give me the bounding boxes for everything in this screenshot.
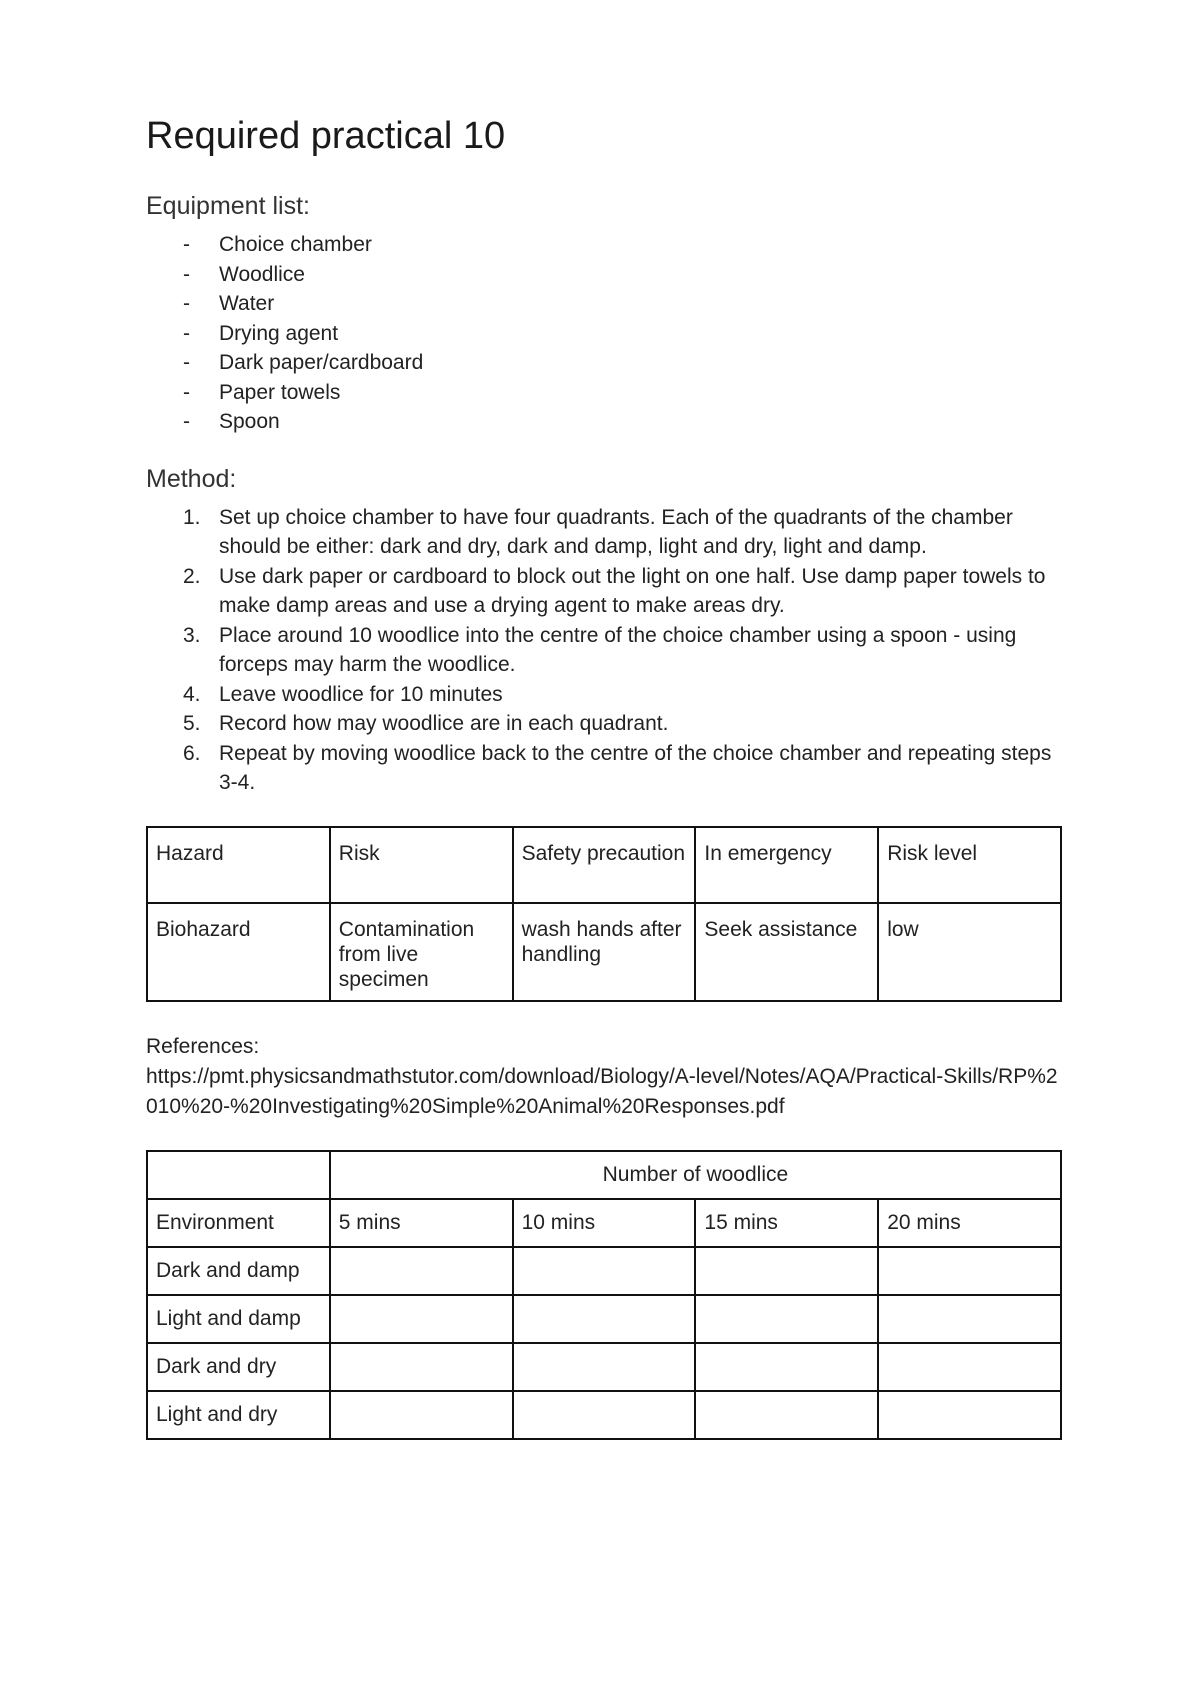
table-row (147, 1295, 1061, 1343)
table-cell-empty[interactable] (513, 1391, 696, 1439)
equipment-heading: Equipment list: (146, 192, 310, 220)
results-table (146, 1150, 1062, 1440)
table-cell-empty[interactable] (330, 1247, 513, 1295)
table-cell-empty[interactable] (695, 1391, 878, 1439)
table-row (147, 1391, 1061, 1439)
row-label-cell: Light and damp (147, 1295, 330, 1343)
table-header-row (147, 1199, 1061, 1247)
table-cell-empty[interactable] (330, 1295, 513, 1343)
references-link[interactable]: https://pmt.physicsandmathstutor.com/download/Biology/A-level/Notes/AQA/Practical-Skills/RP%2010%20-%20Investigating%20Simple%20Animal%20Responses.pdf (146, 1064, 1058, 1118)
table-header-cell: 15 mins (695, 1199, 878, 1247)
list-item: - Drying agent (183, 321, 339, 345)
method-heading: Method: (146, 464, 237, 493)
equipment-list (146, 230, 1062, 437)
table-cell-empty[interactable] (695, 1295, 878, 1343)
table-row (147, 903, 1061, 1001)
table-header-cell: 20 mins (878, 1199, 1061, 1247)
list-item: - Choice chamber (183, 233, 372, 256)
list-item: - Paper towels (183, 380, 341, 404)
table-cell-empty[interactable] (513, 1343, 696, 1391)
document-page (146, 112, 1062, 1440)
risk-assessment-table (146, 826, 1062, 1002)
table-header-cell: 5 mins (330, 1199, 513, 1247)
table-header-cell: In emergency (695, 827, 878, 903)
table-header-row (147, 827, 1061, 903)
table-cell-empty[interactable] (878, 1247, 1061, 1295)
method-step: 4. Leave woodlice for 10 minutes (183, 682, 503, 706)
references-label: References: (146, 1034, 260, 1058)
table-cell-empty[interactable] (330, 1343, 513, 1391)
method-step: 2. Use dark paper or cardboard to block out the light on one half. Use damp paper towels to make damp areas and use a drying agent to make areas dry. (183, 564, 1046, 617)
table-cell: wash hands after handling (513, 903, 696, 1001)
table-cell: low (878, 903, 1061, 1001)
row-label-cell: Dark and damp (147, 1247, 330, 1295)
group-header-cell: Number of woodlice (330, 1151, 1061, 1199)
table-cell-empty[interactable] (878, 1343, 1061, 1391)
method-list (146, 503, 1062, 798)
references-section (146, 1032, 1062, 1122)
table-header-cell: Hazard (147, 827, 330, 903)
method-step: 3. Place around 10 woodlice into the centre of the choice chamber using a spoon - using forceps may harm the woodlice. (183, 623, 1017, 676)
table-cell: Biohazard (147, 903, 330, 1001)
table-cell-empty[interactable] (513, 1295, 696, 1343)
table-header-cell: 10 mins (513, 1199, 696, 1247)
table-header-cell: Safety precaution (513, 827, 696, 903)
table-row (147, 1343, 1061, 1391)
list-item: - Dark paper/cardboard (183, 351, 424, 374)
row-label-cell: Light and dry (147, 1391, 330, 1439)
table-cell-empty[interactable] (695, 1343, 878, 1391)
page-title: Required practical 10 (146, 115, 506, 157)
table-cell-empty[interactable] (695, 1247, 878, 1295)
table-cell-empty[interactable] (878, 1391, 1061, 1439)
table-cell-empty[interactable] (513, 1247, 696, 1295)
list-item: - Spoon (183, 410, 280, 433)
table-header-row (147, 1151, 1061, 1199)
table-cell-empty[interactable] (330, 1391, 513, 1439)
list-item: - Water (183, 292, 275, 315)
table-header-cell: Environment (147, 1199, 330, 1247)
table-row (147, 1247, 1061, 1295)
table-cell-empty (147, 1151, 330, 1199)
list-item: - Woodlice (183, 262, 305, 286)
table-cell: Seek assistance (695, 903, 878, 1001)
row-label-cell: Dark and dry (147, 1343, 330, 1391)
table-header-cell: Risk level (878, 827, 1061, 903)
method-step: 5. Record how may woodlice are in each quadrant. (183, 712, 669, 735)
method-step: 6. Repeat by moving woodlice back to the centre of the choice chamber and repeating steps 3-4. (183, 741, 1052, 794)
table-cell: Contamination from live specimen (330, 903, 513, 1001)
method-step: 1. Set up choice chamber to have four quadrants. Each of the quadrants of the chamber should be either: dark and dry, dark and damp, light and dry, light and damp. (183, 505, 1013, 558)
table-cell-empty[interactable] (878, 1295, 1061, 1343)
table-header-cell: Risk (330, 827, 513, 903)
